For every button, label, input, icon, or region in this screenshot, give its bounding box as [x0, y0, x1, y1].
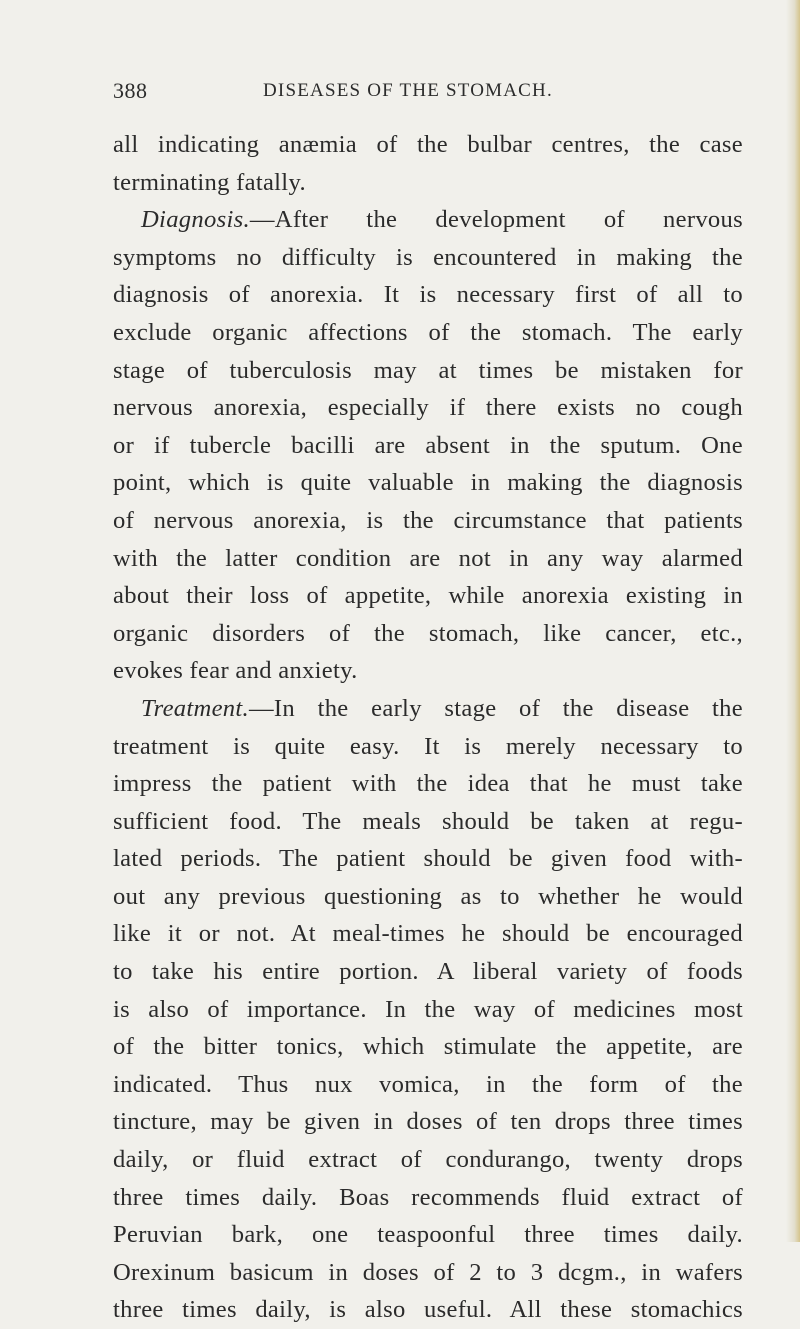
text-line — [113, 1103, 743, 1141]
line-text: of the bitter tonics, which stimulate the appetite, are — [113, 1033, 743, 1061]
line-text: Peruvian bark, one teaspoonful three times daily. — [113, 1221, 743, 1249]
text-line — [113, 201, 743, 239]
line-text: nervous anorexia, especially if there exists no cough — [113, 394, 743, 422]
line-text: —In the early stage of the disease the — [248, 694, 743, 722]
line-text: stage of tuberculosis may at times be mistaken for — [113, 356, 743, 384]
line-text: to take his entire portion. A liberal variety of foods — [113, 958, 743, 986]
line-text: evokes fear and anxiety. — [113, 657, 358, 685]
text-line — [113, 464, 743, 502]
page-edge — [786, 0, 800, 1242]
line-text: is also of importance. In the way of medicines most — [113, 995, 743, 1023]
line-text: impress the patient with the idea that he must take — [113, 770, 743, 798]
line-text: treatment is quite easy. It is merely necessary to — [113, 732, 743, 760]
text-line — [113, 276, 743, 314]
text-line — [113, 502, 743, 540]
text-line — [113, 803, 743, 841]
text-line — [113, 1254, 743, 1292]
page-number: 388 — [113, 78, 148, 103]
text-line — [113, 427, 743, 465]
text-line — [113, 1179, 743, 1217]
line-text: with the latter condition are not in any way alarmed — [113, 544, 743, 572]
section-heading: Diagnosis. — [141, 206, 250, 234]
line-text: of nervous anorexia, is the circumstance that patients — [113, 506, 743, 534]
line-text: indicated. Thus nux vomica, in the form of the — [113, 1070, 743, 1098]
line-text: —After the development of nervous — [249, 206, 743, 234]
text-line — [113, 652, 743, 690]
text-line — [113, 991, 743, 1029]
line-text: exclude organic affections of the stomach. The early — [113, 318, 743, 346]
text-line — [113, 915, 743, 953]
text-line — [113, 878, 743, 916]
line-text: terminating fatally. — [113, 168, 306, 196]
text-line — [113, 389, 743, 427]
line-text: point, which is quite valuable in making the diagnosis — [113, 469, 743, 497]
line-text: sufficient food. The meals should be taken at regu- — [113, 807, 743, 835]
line-text: three times daily. Boas recommends fluid extract of — [113, 1183, 743, 1211]
line-text: lated periods. The patient should be given food with- — [113, 845, 743, 873]
line-text: symptoms no difficulty is encountered in making the — [113, 243, 743, 271]
text-line — [113, 728, 743, 766]
line-text: three times daily, is also useful. All these stomachics — [113, 1296, 743, 1324]
running-head: DISEASES OF THE STOMACH. — [263, 80, 553, 101]
text-line — [113, 1028, 743, 1066]
text-line — [113, 953, 743, 991]
line-text: tincture, may be given in doses of ten drops three times — [113, 1108, 743, 1136]
text-line — [113, 540, 743, 578]
text-line — [113, 164, 743, 202]
text-line — [113, 577, 743, 615]
text-line — [113, 1291, 743, 1329]
section-heading: Treatment. — [141, 694, 249, 722]
text-line — [113, 840, 743, 878]
line-text: daily, or fluid extract of condurango, twenty drops — [113, 1146, 743, 1174]
text-line — [113, 1141, 743, 1179]
line-text: organic disorders of the stomach, like cancer, etc., — [113, 619, 743, 647]
text-line — [113, 1066, 743, 1104]
line-text: diagnosis of anorexia. It is necessary first of all to — [113, 281, 743, 309]
text-line — [113, 352, 743, 390]
line-text: or if tubercle bacilli are absent in the sputum. One — [113, 431, 743, 459]
line-text: Orexinum basicum in doses of 2 to 3 dcgm., in wafers — [113, 1258, 743, 1286]
text-line — [113, 765, 743, 803]
text-line — [113, 615, 743, 653]
text-line — [113, 239, 743, 277]
line-text: all indicating anæmia of the bulbar centres, the case — [113, 131, 743, 158]
text-line — [113, 1216, 743, 1254]
text-line — [113, 314, 743, 352]
line-text: about their loss of appetite, while anorexia existing in — [113, 582, 743, 610]
text-line — [113, 690, 743, 728]
page-header — [113, 78, 743, 108]
body-text — [113, 126, 743, 1329]
line-text: like it or not. At meal-times he should be encouraged — [113, 920, 743, 948]
line-text: out any previous questioning as to whether he would — [113, 882, 743, 910]
text-line — [113, 126, 743, 164]
